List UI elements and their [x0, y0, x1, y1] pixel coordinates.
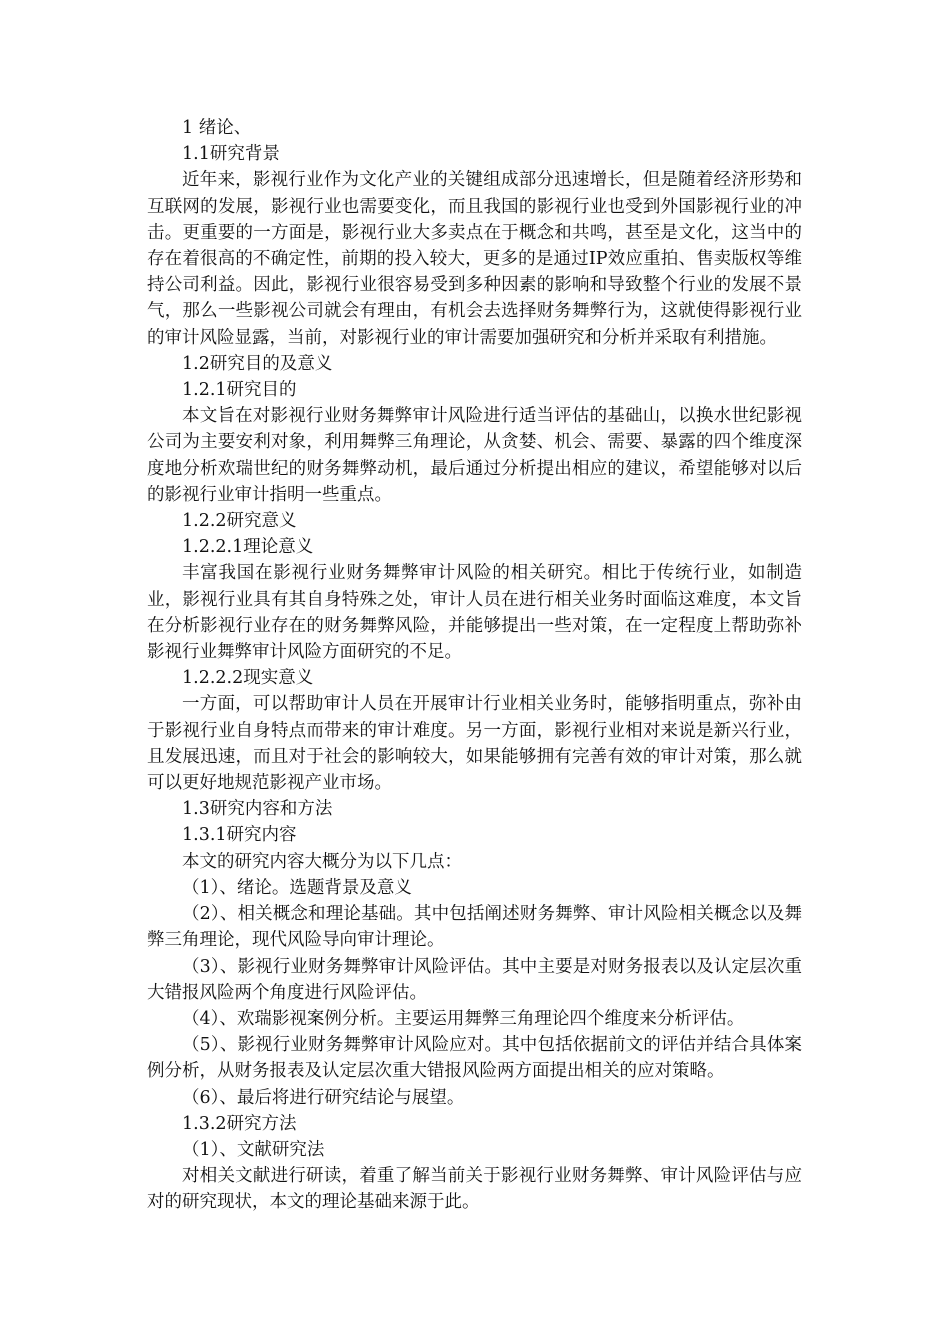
- subsection-heading-significance: 1.2.2研究意义: [182, 511, 297, 532]
- list-item: （3）、影视行业财务舞弊审计风险评估。其中主要是对财务报表以及认定层次重大错报风险两个角度进行风险评估。: [147, 956, 802, 1003]
- subsection-heading-method: 1.3.2研究方法: [182, 1113, 297, 1134]
- subsection-heading-content: 1.3.1研究内容: [182, 825, 297, 846]
- paragraph-practical: 一方面，可以帮助审计人员在开展审计行业相关业务时，能够指明重点，弥补由于影视行业自身特点而带来的审计难度。另一方面，影视行业相对来说是新兴行业，且发展迅速，而且对于社会的影响较大，如果能够拥有完善有效的审计对策，那么就可以更好地规范影视产业市场。: [147, 694, 802, 794]
- list-item: （1）、文献研究法: [182, 1139, 325, 1160]
- chapter-heading: 1 绪论、: [182, 118, 252, 138]
- section-heading-purpose-significance: 1.2研究目的及意义: [182, 353, 333, 374]
- list-item: （1）、绪论。选题背景及意义: [182, 877, 412, 898]
- subsubsection-heading-theoretical: 1.2.2.1理论意义: [182, 537, 314, 558]
- list-item: （6）、最后将进行研究结论与展望。: [182, 1087, 465, 1108]
- paragraph-purpose: 本文旨在对影视行业财务舞弊审计风险进行适当评估的基础山，以换水世纪影视公司为主要安利对象，利用舞弊三角理论，从贪婪、机会、需要、暴露的四个维度深度地分析欢瑞世纪的财务舞弊动机，最后通过分析提出相应的建议，希望能够对以后的影视行业审计指明一些重点。: [147, 406, 802, 505]
- paragraph-content-intro: 本文的研究内容大概分为以下几点：: [182, 851, 462, 872]
- list-item: （4）、欢瑞影视案例分析。主要运用舞弊三角理论四个维度来分析评估。: [182, 1008, 745, 1029]
- subsection-heading-purpose: 1.2.1研究目的: [182, 380, 297, 401]
- list-item: （2）、相关概念和理论基础。其中包括阐述财务舞弊、审计风险相关概念以及舞弊三角理论，现代风险导向审计理论。: [147, 904, 802, 951]
- section-heading-content-method: 1.3研究内容和方法: [182, 799, 333, 820]
- document-body: [147, 115, 802, 1216]
- section-heading-research-background: 1.1研究背景: [182, 144, 280, 165]
- paragraph-literature-method: 对相关文献进行研读，着重了解当前关于影视行业财务舞弊、审计风险评估与应对的研究现状，本文的理论基础来源于此。: [147, 1166, 802, 1213]
- paragraph-research-background: 近年来，影视行业作为文化产业的关键组成部分迅速增长，但是随着经济形势和互联网的发展，影视行业也需要变化，而且我国的影视行业也受到外国影视行业的冲击。更重要的一方面是，影视行业大多卖点在于概念和共鸣，甚至是文化，这当中的存在着很高的不确定性，前期的投入较大，更多的是通过IP效应重拍、售卖版权等维持公司利益。因此，影视行业很容易受到多种因素的影响和导致整个行业的发展不景气，那么一些影视公司就会有理由，有机会去选择财务舞弊行为，这就使得影视行业的审计风险显露，当前，对影视行业的审计需要加强研究和分析并采取有利措施。: [147, 170, 802, 348]
- paragraph-theoretical: 丰富我国在影视行业财务舞弊审计风险的相关研究。相比于传统行业，如制造业，影视行业具有其自身特殊之处，审计人员在进行相关业务时面临这难度，本文旨在分析影视行业存在的财务舞弊风险，并能够提出一些对策，在一定程度上帮助弥补影视行业舞弊审计风险方面研究的不足。: [147, 563, 802, 663]
- list-item: （5）、影视行业财务舞弊审计风险应对。其中包括依据前文的评估并结合具体案例分析，从财务报表及认定层次重大错报风险两方面提出相关的应对策略。: [147, 1035, 802, 1082]
- subsubsection-heading-practical: 1.2.2.2现实意义: [182, 668, 314, 689]
